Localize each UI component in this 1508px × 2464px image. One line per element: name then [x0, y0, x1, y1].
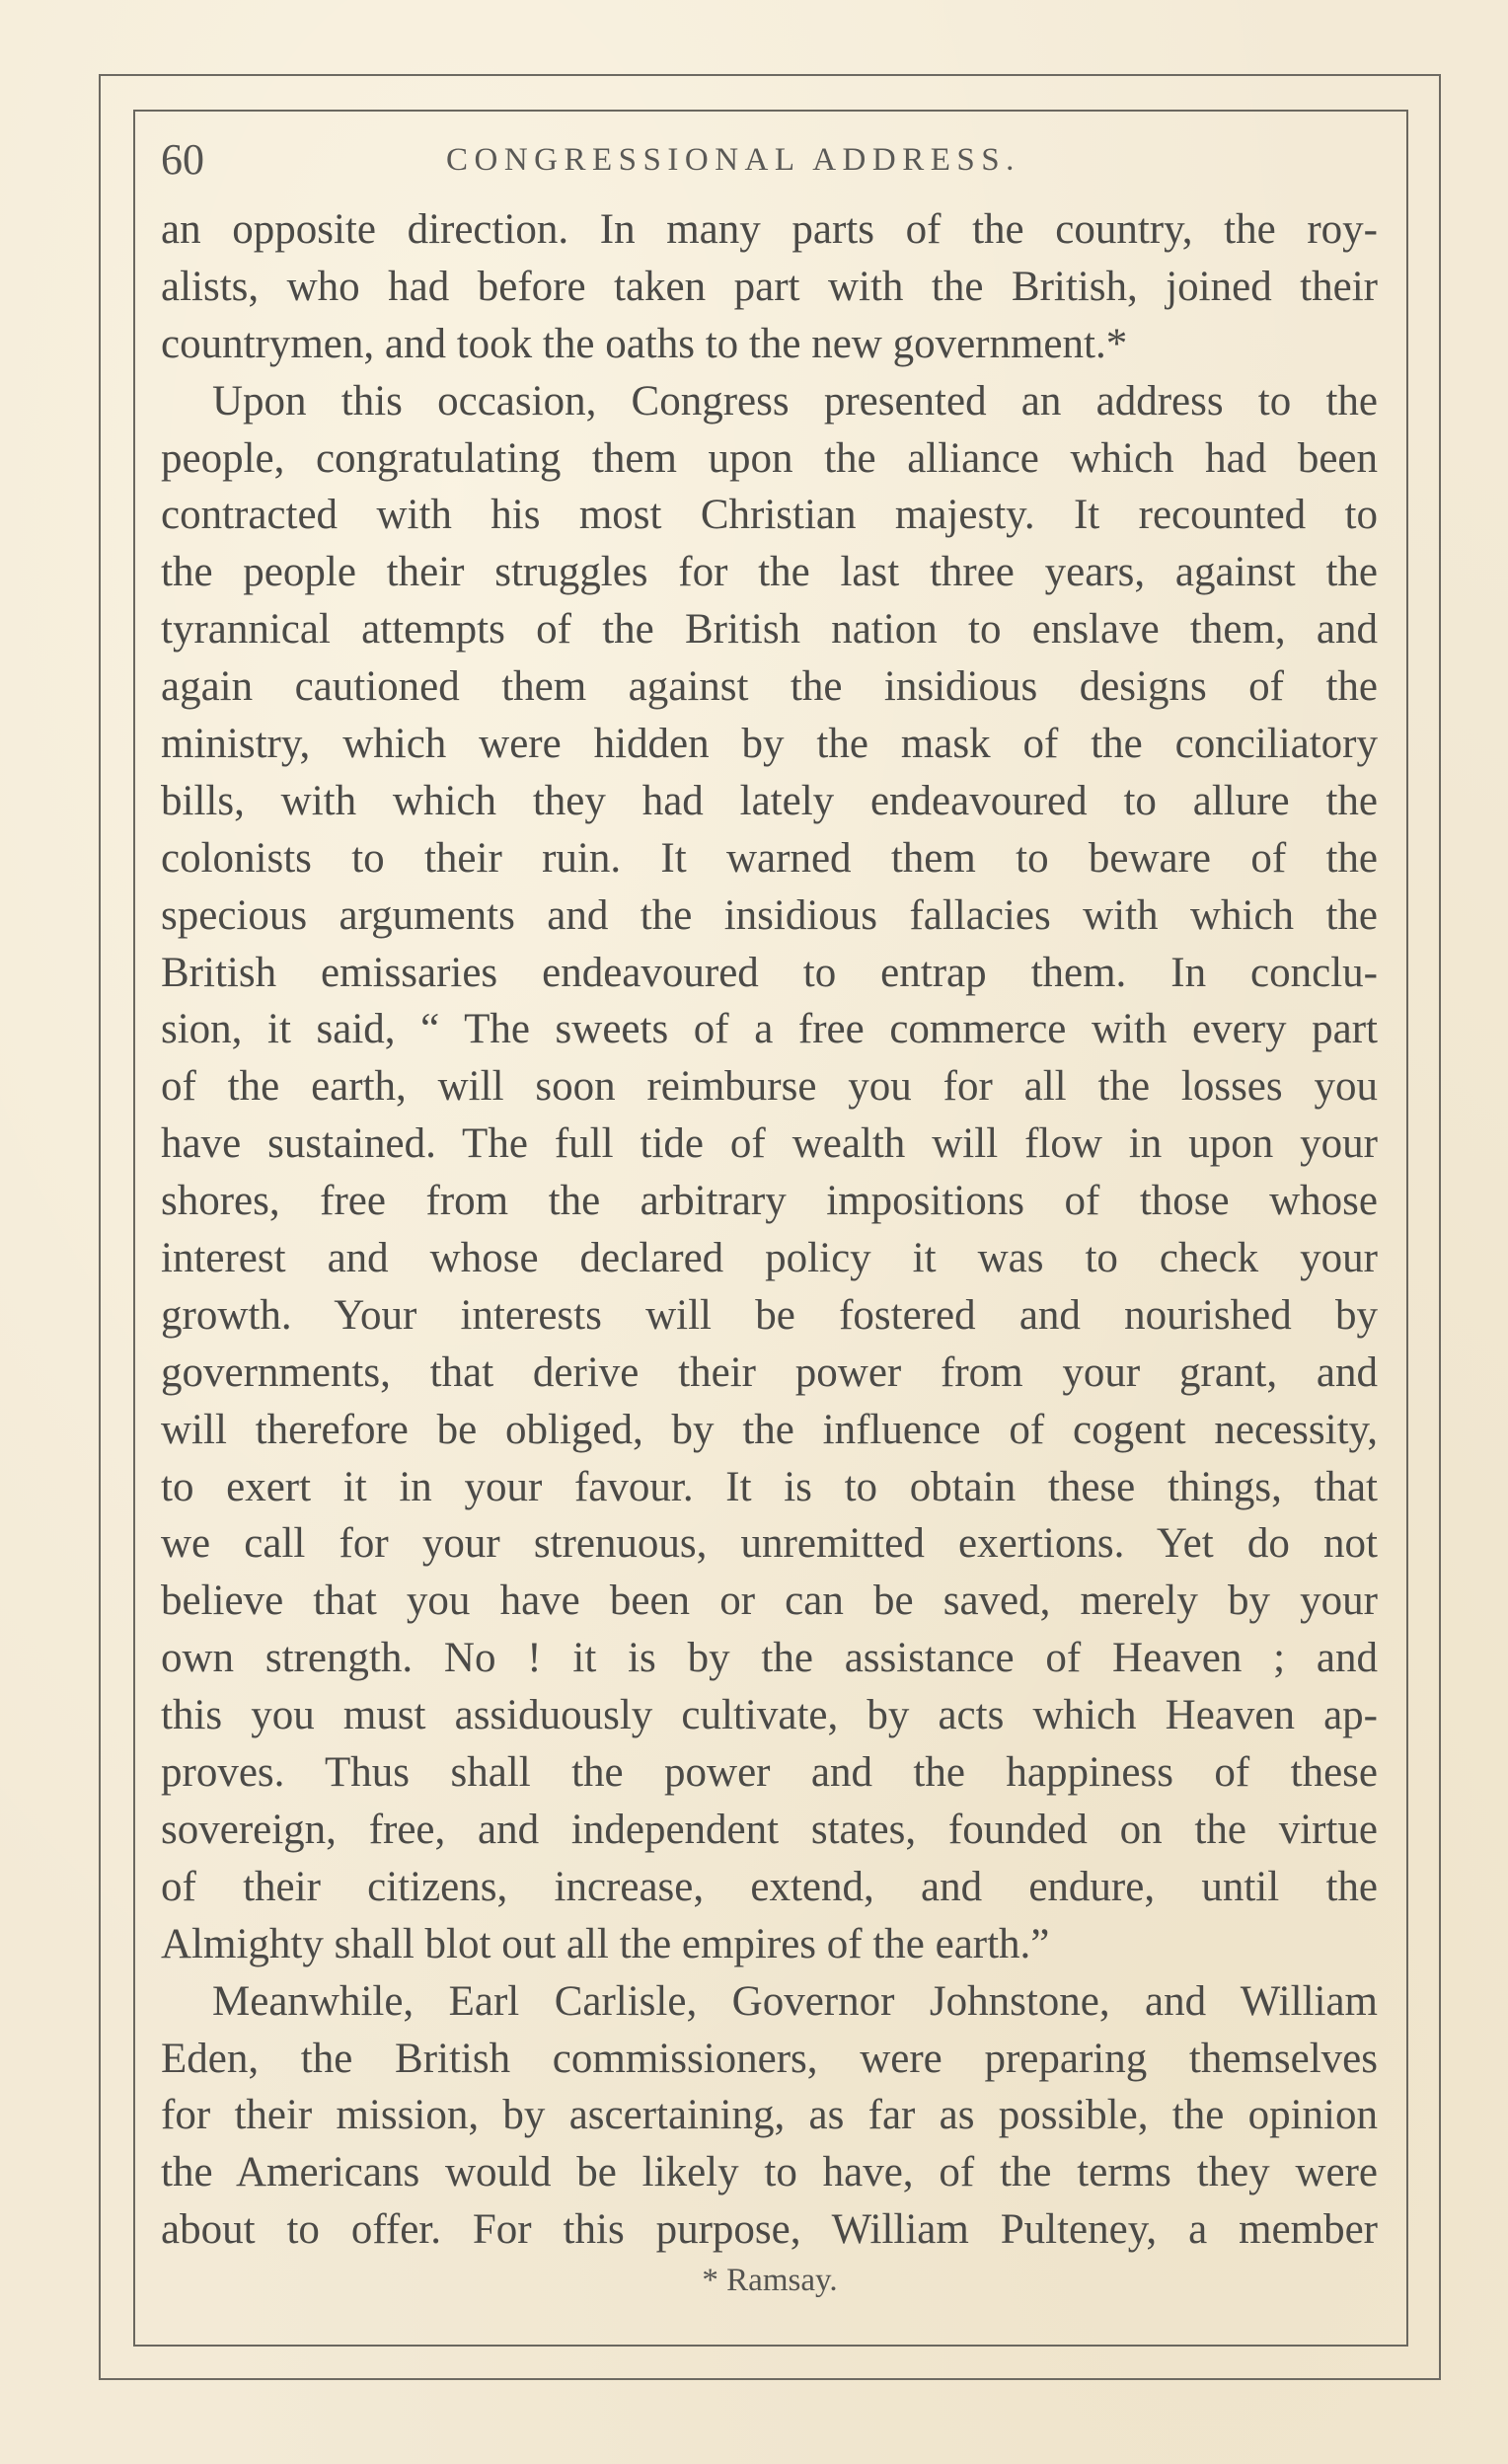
text-line: have sustained. The full tide of wealth will flow in upon your — [161, 1120, 1378, 1168]
text-line: people, congratulating them upon the alliance which had been — [161, 434, 1378, 482]
text-line: for their mission, by ascertaining, as far as possible, the opinion — [161, 2092, 1378, 2139]
text-line: an opposite direction. In many parts of the country, the roy- — [161, 206, 1378, 253]
text-line: interest and whose declared policy it was to check your — [161, 1235, 1378, 1282]
text-line: will therefore be obliged, by the influence of cogent necessity, — [161, 1406, 1378, 1453]
text-line: own strength. No ! it is by the assistance of Heaven ; and — [161, 1635, 1378, 1682]
text-line: contracted with his most Christian majesty. It recounted to — [161, 492, 1378, 539]
text-line: Upon this occasion, Congress presented an address to the — [212, 377, 1378, 424]
text-line: sovereign, free, and independent states, founded on the virtue — [161, 1806, 1378, 1853]
text-line: tyrannical attempts of the British nation to enslave them, and — [161, 606, 1378, 654]
text-line: bills, with which they had lately endeavoured to allure the — [161, 777, 1378, 824]
text-line: proves. Thus shall the power and the happiness of these — [161, 1749, 1378, 1797]
text-line: we call for your strenuous, unremitted exertions. Yet do not — [161, 1520, 1378, 1568]
body-text — [161, 201, 1378, 2259]
text-line: governments, that derive their power from your grant, and — [161, 1348, 1378, 1396]
text-line: of their citizens, increase, extend, and endure, until the — [161, 1863, 1378, 1910]
text-line: growth. Your interests will be fostered and nourished by — [161, 1291, 1378, 1339]
text-line: alists, who had before taken part with the British, joined their — [161, 263, 1378, 310]
text-line: shores, free from the arbitrary impositions of those whose — [161, 1178, 1378, 1225]
text-line: believe that you have been or can be saved, merely by your — [161, 1578, 1378, 1625]
running-head: CONGRESSIONAL ADDRESS. — [446, 142, 1020, 178]
text-line: British emissaries endeavoured to entrap them. In conclu- — [161, 949, 1378, 996]
text-line: Eden, the British commissioners, were preparing themselves — [161, 2035, 1378, 2082]
text-line: ministry, which were hidden by the mask of the conciliatory — [161, 721, 1378, 768]
text-line: Meanwhile, Earl Carlisle, Governor Johnstone, and William — [212, 1977, 1378, 2025]
text-line: the Americans would be likely to have, of the terms they were — [161, 2149, 1378, 2196]
text-line: of the earth, will soon reimburse you for all the losses you — [161, 1063, 1378, 1111]
text-line: countrymen, and took the oaths to the new government.* — [161, 320, 1128, 367]
text-line: about to offer. For this purpose, William Pulteney, a member — [161, 2206, 1378, 2254]
text-line: again cautioned them against the insidious designs of the — [161, 663, 1378, 711]
text-line: Almighty shall blot out all the empires of the earth.” — [161, 1920, 1050, 1967]
text-line: colonists to their ruin. It warned them to beware of the — [161, 834, 1378, 882]
text-line: this you must assiduously cultivate, by acts which Heaven ap- — [161, 1692, 1378, 1739]
footnote: * Ramsay. — [702, 2263, 838, 2298]
page-number: 60 — [161, 135, 204, 184]
text-line: sion, it said, “ The sweets of a free commerce with every part — [161, 1006, 1378, 1053]
text-line: the people their struggles for the last three years, against the — [161, 549, 1378, 596]
text-line: specious arguments and the insidious fallacies with which the — [161, 891, 1378, 939]
text-line: to exert it in your favour. It is to obtain these things, that — [161, 1463, 1378, 1510]
